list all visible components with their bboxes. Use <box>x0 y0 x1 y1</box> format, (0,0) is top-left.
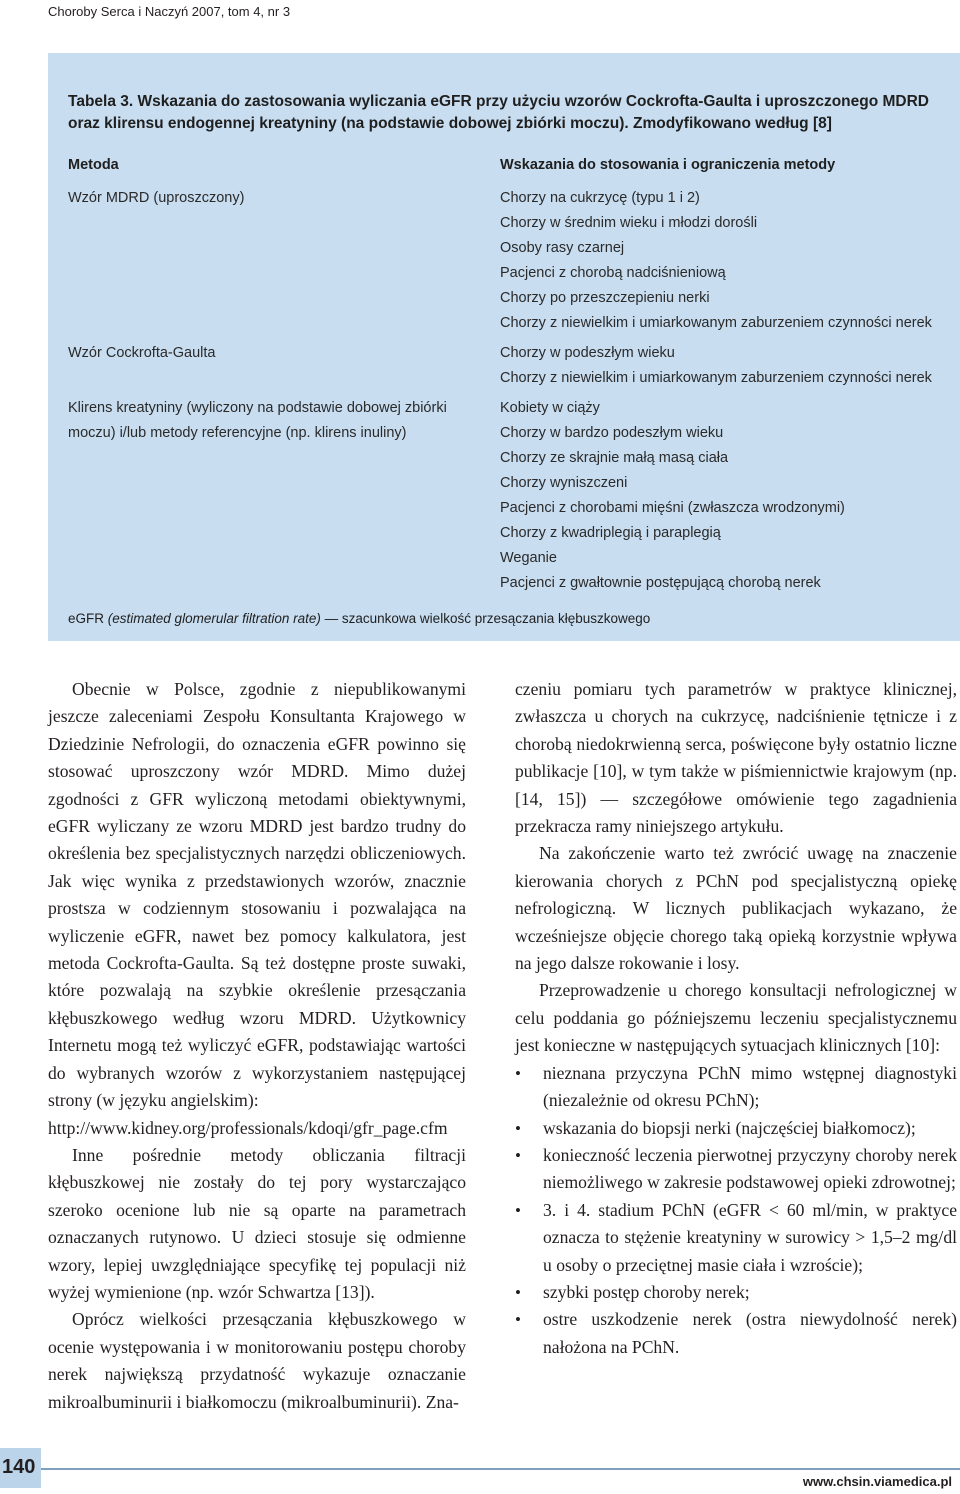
paragraph: czeniu pomiaru tych parametrów w praktyce klinicznej, zwłaszcza u chorych na cukrzycę, nadciśnienie tętnicze i z chorobą niedokrwienną serca, poświęcone były ostatnio liczne publikacje [10], w tym także w piśmiennictwie krajowym (np. [14, 15]) — szczegółowe omówienie tego zagadnienia przekracza ramy niniejszego artykułu. <box>515 679 957 837</box>
indications-creatinine-clearance <box>500 396 950 596</box>
footnote-def: — szacunkowa wielkość przesączania kłębuszkowego <box>324 611 651 626</box>
footnote-abbr: eGFR <box>68 611 105 626</box>
list-item: • 3. i 4. stadium PChN (eGFR < 60 ml/min, w praktyce oznacza to stężenie kreatyniny w surowicy > 1,5–2 mg/dl u osoby o przeciętnej masie ciała i wzroście); <box>515 1197 957 1279</box>
header-indications: Wskazania do stosowania i ograniczenia metody <box>500 157 836 173</box>
table-caption: Tabela 3. Wskazania do zastosowania wyliczania eGFR przy użyciu wzorów Cockrofta-Gaulta i uproszczonego MDRD oraz klirensu endogennej kreatyniny (na podstawie dobowej zbiórki moczu). Zmodyfikowano według [8] <box>68 93 929 132</box>
table-footnote <box>68 611 650 626</box>
running-head: Choroby Serca i Naczyń 2007, tom 4, nr 3 <box>48 4 291 19</box>
indication-item: Chorzy z niewielkim i umiarkowanym zaburzeniem czynności nerek <box>500 370 932 386</box>
indication-item: Chorzy ze skrajnie małą masą ciała <box>500 450 729 466</box>
bullet-icon: • <box>515 1145 521 1165</box>
paragraph: Obecnie w Polsce, zgodnie z niepublikowanymi jeszcze zaleceniami Zespołu Konsultanta Krajowego w Dziedzinie Nefrologii, do oznaczenia eGFR powinno się stosować uproszczony wzór MDRD. Mimo dużej zgodności z GFR wyliczoną metodami obiektywnymi, eGFR wyliczany ze wzoru MDRD jest bardzo trudny do określenia bez specjalistycznych narzędzi obliczeniowych. Jak więc wynika z przedstawionych wzorów, znacznie prostsza w codziennym stosowaniu i pozwalająca na wyliczenie eGFR, nawet bez pomocy kalkulatora, jest metoda Cockrofta-Gaulta. Są też dostępne proste suwaki, które pozwalają na szybkie określenie przesączania kłębuszkowego według wzoru MDRD. Użytkownicy Internetu mogą też wyliczyć eGFR, podstawiając wartości do wybranych wzorów z wykorzystaniem następującej strony (w języku angielskim): <box>48 679 466 1111</box>
bullet-icon: • <box>515 1063 521 1083</box>
method-creatinine-clearance: Klirens kreatyniny (wyliczony na podstawie dobowej zbiórki moczu) i/lub metody referencyjne (np. klirens inuliny) <box>68 400 447 441</box>
page-number: 140 <box>2 1456 36 1478</box>
table-3 <box>48 53 960 641</box>
referral-list <box>515 1060 957 1361</box>
bullet-icon: • <box>515 1118 521 1138</box>
indication-item: Osoby rasy czarnej <box>500 240 625 256</box>
list-item: • ostre uszkodzenie nerek (ostra niewydolność nerek) nałożona na PChN. <box>515 1306 957 1361</box>
indications-cockroft-gault <box>500 341 950 391</box>
paragraph: Inne pośrednie metody obliczania filtracji kłębuszkowej nie zostały do tej pory wystarczająco szeroko ocenione lub nie są oparte na parametrach oznaczanych rutynowo. U dzieci stosuje się odmienne wzory, lepiej uwzględniające specyfikę tej populacji niż wyżej wymienione (np. wzór Schwartza [13]). <box>48 1144 466 1302</box>
indication-item: Kobiety w ciąży <box>500 400 600 416</box>
list-item: • wskazania do biopsji nerki (najczęściej białkomocz); <box>515 1115 957 1142</box>
indication-item: Pacjenci z gwałtownie postępującą chorobą nerek <box>500 575 821 591</box>
list-item: • nieznana przyczyna PChN mimo wstępnej diagnostyki (niezależnie od okresu PChN); <box>515 1060 957 1115</box>
right-column <box>515 676 957 1361</box>
method-mdrd: Wzór MDRD (uproszczony) <box>68 190 245 206</box>
paragraph: Na zakończenie warto też zwrócić uwagę na znaczenie kierowania chorych z PChN pod specjalistyczną opiekę nefrologiczną. W licznych publikacjach wykazano, że wcześniejsze objęcie chorego taką opieką korzystnie wpływa na jego dalsze rokowanie i losy. <box>515 843 957 974</box>
indication-item: Chorzy wyniszczeni <box>500 475 628 491</box>
list-item: • szybki postęp choroby nerek; <box>515 1279 957 1306</box>
paragraph: Oprócz wielkości przesączania kłębuszkowego w ocenie występowania i w monitorowaniu postępu choroby nerek największą przydatność wykazuje oznaczanie mikroalbuminurii i białkomoczu (mikroalbuminurii). Zna- <box>48 1309 466 1412</box>
footer-rule <box>41 1468 960 1470</box>
indication-item: Pacjenci z chorobami mięśni (zwłaszcza wrodzonymi) <box>500 500 845 516</box>
indication-item: Chorzy na cukrzycę (typu 1 i 2) <box>500 190 700 206</box>
indication-item: Chorzy z niewielkim i umiarkowanym zaburzeniem czynności nerek <box>500 315 932 331</box>
url-link[interactable]: http://www.kidney.org/professionals/kdoqi/gfr_page.cfm <box>48 1117 448 1138</box>
indication-item: Chorzy w podeszłym wieku <box>500 345 675 361</box>
bullet-icon: • <box>515 1310 521 1330</box>
list-item: • konieczność leczenia pierwotnej przyczyny choroby nerek niemożliwego w zakresie podstawowej opieki zdrowotnej; <box>515 1142 957 1197</box>
header-method: Metoda <box>68 157 119 173</box>
paragraph: Przeprowadzenie u chorego konsultacji nefrologicznej w celu poddania go późniejszemu leczeniu specjalistycznemu jest konieczne w następujących sytuacjach klinicznych [10]: <box>515 980 957 1056</box>
bullet-icon: • <box>515 1282 521 1302</box>
footnote-term: (estimated glomerular filtration rate) <box>107 611 321 626</box>
indication-item: Chorzy po przeszczepieniu nerki <box>500 290 710 306</box>
indications-mdrd <box>500 186 950 336</box>
site-url[interactable]: www.chsin.viamedica.pl <box>802 1474 952 1489</box>
indication-item: Pacjenci z chorobą nadciśnieniową <box>500 265 726 281</box>
indication-item: Chorzy z kwadriplegią i paraplegią <box>500 525 721 541</box>
indication-item: Chorzy w bardzo podeszłym wieku <box>500 425 724 441</box>
indication-item: Weganie <box>500 550 557 566</box>
indication-item: Chorzy w średnim wieku i młodzi dorośli <box>500 215 758 231</box>
method-cockroft-gault: Wzór Cockrofta-Gaulta <box>68 345 216 361</box>
left-column <box>48 676 466 1416</box>
bullet-icon: • <box>515 1200 521 1220</box>
